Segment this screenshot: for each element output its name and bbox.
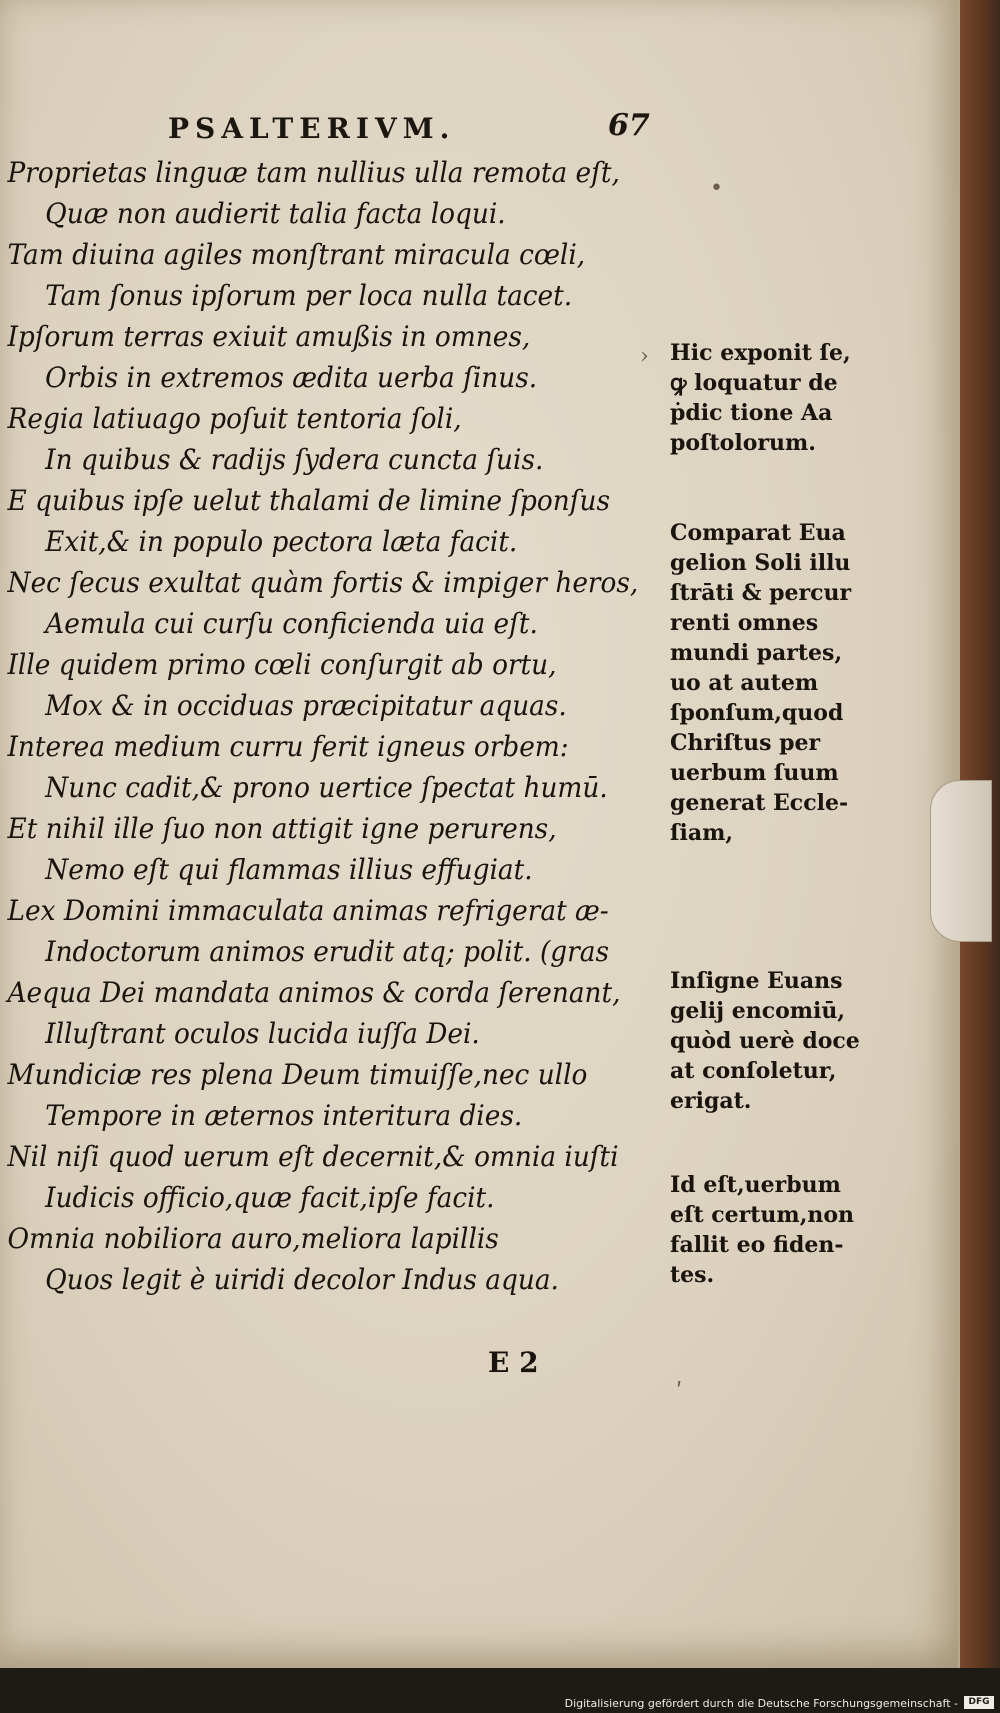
marginal-gloss-3 xyxy=(670,966,900,1116)
marginal-gloss-4 xyxy=(670,1170,900,1290)
gloss-line: renti omnes xyxy=(670,610,819,636)
gloss-line: at conſoletur, xyxy=(670,1058,837,1084)
gloss-line: uerbum ſuum xyxy=(670,760,839,786)
gloss-line: ſiam, xyxy=(670,820,734,846)
gloss-line: ſtrāti & percur xyxy=(670,580,852,606)
verse-line: Proprietas linguæ tam nullius ulla remota eſt, xyxy=(7,156,620,189)
verse-line: Nemo eſt qui flammas illius effugiat. xyxy=(45,853,533,886)
verse-line: Regia latiuago poſuit tentoria ſoli, xyxy=(7,402,462,435)
verse-line: Interea medium curru ferit igneus orbem: xyxy=(7,730,569,763)
margin-tick: ʹ xyxy=(676,1380,683,1405)
verse-line: Nec ſecus exultat quàm fortis & impiger heros, xyxy=(7,566,639,599)
folio-number: 67 xyxy=(608,108,650,143)
marginal-gloss-1 xyxy=(670,338,900,458)
gloss-line: ꝙ loquatur de xyxy=(670,370,838,396)
verse-line: Quos legit è uiridi decolor Indus aqua. xyxy=(45,1263,559,1296)
verse-line: Et nihil ille ſuo non attigit igne perurens, xyxy=(7,812,557,845)
verse-line: Nil niſi quod uerum eſt decernit,& omnia iuſti xyxy=(7,1140,619,1173)
gloss-line: poſtolorum. xyxy=(670,430,816,456)
gloss-line: Comparat Eua xyxy=(670,520,846,546)
gloss-line: fallit eo fiden- xyxy=(670,1232,844,1258)
verse-line: Ille quidem primo cœli conſurgit ab ortu, xyxy=(7,648,557,681)
verse-line: Indoctorum animos erudit atq; polit. (gras xyxy=(45,935,609,968)
gloss-line: Chriſtus per xyxy=(670,730,821,756)
verse-line: Ipſorum terras exiuit amußis in omnes, xyxy=(7,320,531,353)
gloss-line: Id eſt,uerbum xyxy=(670,1172,841,1198)
verse-line: In quibus & radijs ſydera cuncta ſuis. xyxy=(45,443,544,476)
dfg-logo: DFG xyxy=(964,1696,994,1709)
gloss-line: ṗdic tione Aa xyxy=(670,400,833,426)
verse-line: Omnia nobiliora auro,meliora lapillis xyxy=(7,1222,499,1255)
book-clasp xyxy=(930,780,992,942)
verse-line: Aequa Dei mandata animos & corda ſerenant, xyxy=(7,976,621,1009)
margin-bracket: › xyxy=(640,344,649,369)
gloss-line: quòd uerè doce xyxy=(670,1028,860,1054)
verse-line: E quibus ipſe uelut thalami de limine ſponſus xyxy=(7,484,610,517)
verse-block xyxy=(0,152,680,1300)
verse-line: Lex Domini immaculata animas refrigerat æ- xyxy=(7,894,609,927)
verse-line: Tempore in æternos interitura dies. xyxy=(45,1099,523,1132)
verse-line: Aemula cui curſu conficienda uia eſt. xyxy=(45,607,538,640)
gloss-line: Hic exponit ſe, xyxy=(670,340,851,366)
footer-credit: Digitalisierung gefördert durch die Deutsche Forschungsgemeinschaft - xyxy=(564,1697,958,1710)
gloss-line: erigat. xyxy=(670,1088,752,1114)
verse-line: Illuſtrant oculos lucida iuſſa Dei. xyxy=(45,1017,480,1050)
gloss-line: Inſigne Euans xyxy=(670,968,843,994)
verse-line: Tam ſonus ipſorum per loca nulla tacet. xyxy=(45,279,573,312)
running-head-title: PSALTERIVM. xyxy=(168,112,456,145)
verse-line: Mox & in occiduas præcipitatur aquas. xyxy=(45,689,567,722)
gloss-line: gelion Soli illu xyxy=(670,550,851,576)
gloss-line: generat Eccle- xyxy=(670,790,849,816)
verse-line: Orbis in extremos ædita uerba ſinus. xyxy=(45,361,538,394)
signature-mark: E 2 xyxy=(488,1346,539,1379)
margin-dot: • xyxy=(710,176,723,201)
verse-line: Tam diuina agiles monſtrant miracula cœli, xyxy=(7,238,586,271)
running-head xyxy=(60,108,660,152)
gloss-line: uo at autem xyxy=(670,670,819,696)
verse-line: Nunc cadit,& prono uertice ſpectat humū. xyxy=(45,771,608,804)
marginal-gloss-2 xyxy=(670,518,900,848)
verse-line: Mundiciæ res plena Deum timuiſſe,nec ullo xyxy=(7,1058,588,1091)
verse-line: Iudicis officio,quæ facit,ipſe facit. xyxy=(45,1181,495,1214)
gloss-line: mundi partes, xyxy=(670,640,843,666)
gloss-line: eſt certum,non xyxy=(670,1202,855,1228)
gloss-line: ſponſum,quod xyxy=(670,700,844,726)
gloss-line: gelij encomiū, xyxy=(670,998,846,1024)
verse-line: Quæ non audierit talia facta loqui. xyxy=(45,197,506,230)
gloss-line: tes. xyxy=(670,1262,715,1288)
verse-line: Exit,& in populo pectora læta facit. xyxy=(45,525,518,558)
